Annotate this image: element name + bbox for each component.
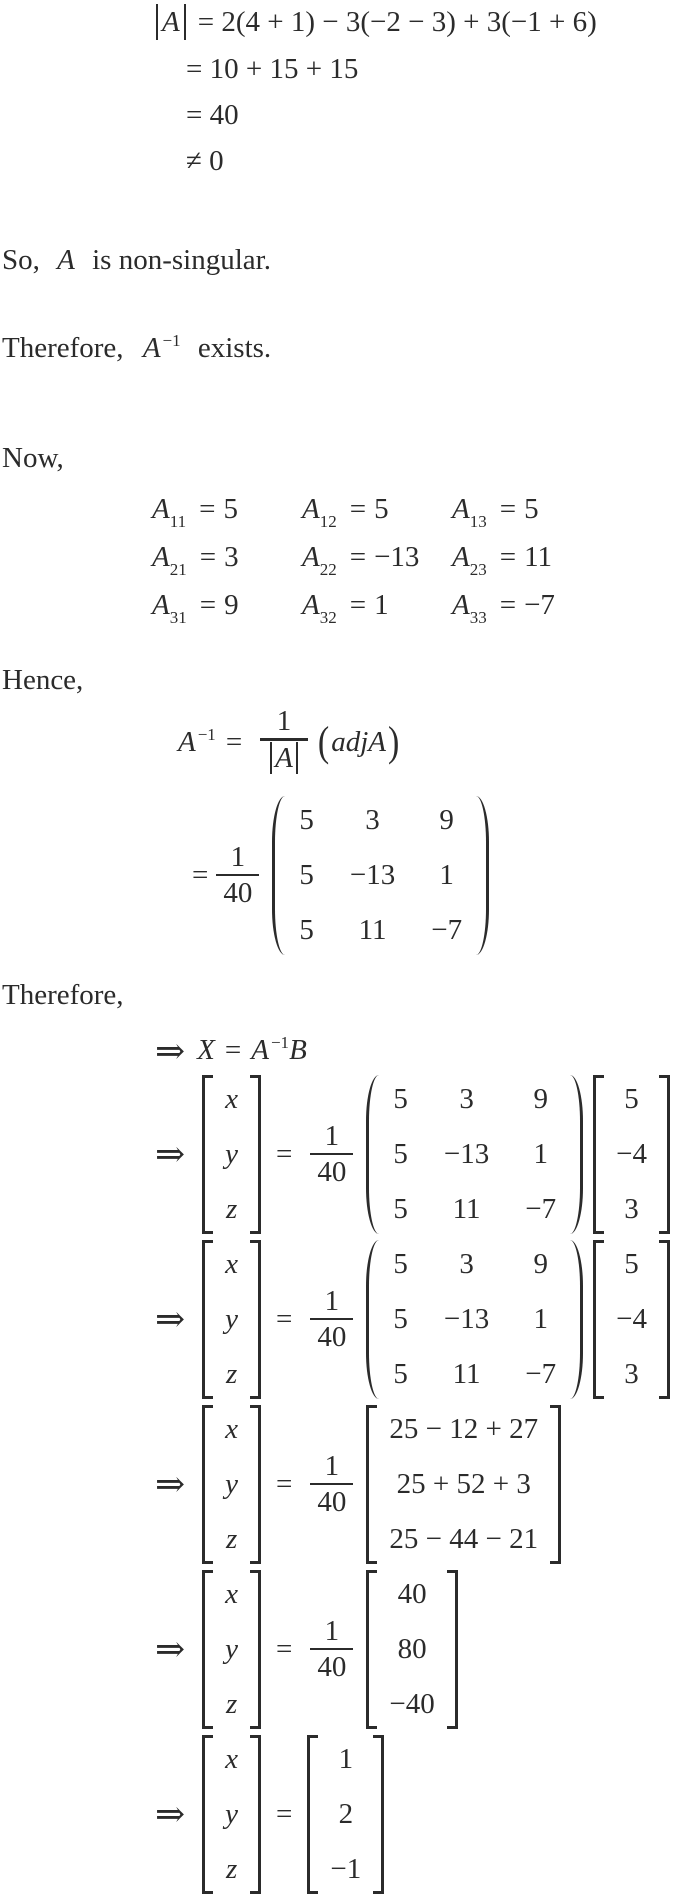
cofactor-value: 9: [224, 589, 239, 621]
inverse-exponent: −1: [270, 1033, 290, 1052]
matrix-cell: 11: [452, 1192, 481, 1225]
adjA-label: adjA: [331, 726, 386, 759]
right-bracket: [550, 1405, 561, 1564]
vector-cells: [213, 1405, 250, 1564]
equals-sign: =: [276, 1797, 293, 1830]
fraction-1-40: [310, 1449, 353, 1520]
equals-sign: =: [499, 589, 517, 621]
vector-cells: [604, 1240, 659, 1399]
vector-cells: [213, 1240, 250, 1399]
det-line-2: = 10 + 15 + 15: [186, 53, 359, 85]
vector-B: [593, 1075, 670, 1234]
vector-cell: 1: [338, 1742, 354, 1775]
fraction-denominator: [260, 741, 308, 782]
cofactor-subscript: 33: [469, 608, 487, 627]
vector-cell: 25 − 12 + 27: [389, 1412, 539, 1445]
implies-arrow-icon: ⇒: [155, 1794, 186, 1834]
matrix-cells: [379, 1240, 570, 1399]
equals-sign: =: [349, 589, 367, 621]
right-bracket: [250, 1075, 261, 1234]
left-paren: [366, 1240, 379, 1399]
equals-sign: =: [499, 541, 517, 573]
equals-sign: =: [349, 541, 367, 573]
vector-cell: z: [225, 1192, 238, 1225]
matrix-cell: 9: [439, 803, 454, 836]
vector-cell: y: [225, 1137, 239, 1170]
matrix-cell: −13: [443, 1137, 490, 1170]
adjugate-matrix: [272, 796, 489, 955]
right-bracket: [447, 1570, 458, 1729]
var-A: A: [162, 5, 180, 38]
var-A: A: [152, 589, 170, 621]
left-bracket: [202, 1405, 213, 1564]
exists-suffix: exists.: [197, 332, 272, 364]
var-A: A: [452, 493, 470, 525]
vector-cell: 40: [397, 1577, 427, 1610]
so-prefix: So,: [2, 244, 40, 276]
matrix-cell: 5: [393, 1302, 408, 1335]
vector-cells: [377, 1570, 446, 1729]
var-A: A: [152, 493, 170, 525]
matrix-cell: 3: [459, 1247, 474, 1280]
vector-cell: 80: [397, 1632, 427, 1665]
var-A: A: [452, 541, 470, 573]
vector-cell: 5: [624, 1247, 639, 1280]
vector-cell: 25 − 44 − 21: [389, 1522, 539, 1555]
cofactor-value: −13: [374, 541, 420, 573]
prose-now: Now,: [2, 442, 64, 474]
vector-cell: −1: [330, 1852, 362, 1885]
fraction-numerator: 1: [324, 1284, 340, 1317]
equals-sign: =: [199, 589, 217, 621]
cofactor-value: 11: [524, 541, 553, 573]
matrix-cell: 1: [439, 858, 454, 891]
inverse-exponent: −1: [162, 331, 181, 350]
var-A: A: [452, 589, 470, 621]
fraction-1-over-detA: [260, 704, 308, 782]
inverse-exponent: −1: [197, 725, 216, 745]
vector-cell: y: [225, 1467, 239, 1500]
fraction-1-40: [310, 1284, 353, 1355]
left-bracket: [202, 1075, 213, 1234]
cofactor-subscript: 12: [319, 512, 337, 531]
cofactor-A13: [452, 493, 687, 531]
vector-cell: y: [225, 1632, 239, 1665]
prose-therefore-2: Therefore,: [2, 978, 124, 1011]
vector-xyz: [202, 1735, 261, 1894]
vector-cells: [213, 1735, 250, 1894]
fraction-numerator: 1: [324, 1614, 340, 1647]
cofactor-value: −7: [524, 589, 555, 621]
left-bracket: [202, 1570, 213, 1729]
matrix-cell: 5: [299, 858, 314, 891]
so-suffix: is non-singular.: [92, 244, 271, 276]
equals-sign: =: [199, 541, 217, 573]
equals-sign: =: [199, 493, 216, 525]
right-bracket: [250, 1570, 261, 1729]
cofactor-value: 1: [374, 589, 389, 621]
var-A: A: [152, 541, 170, 573]
right-bracket: [659, 1075, 670, 1234]
vector-cell: −4: [616, 1302, 647, 1335]
matrix-cell: 5: [299, 913, 314, 946]
matrix-cell: −7: [525, 1192, 557, 1225]
solution-step-2: [155, 1240, 687, 1399]
cofactor-subscript: 32: [319, 608, 337, 627]
cofactor-subscript: 23: [469, 560, 487, 579]
matrix-cell: 1: [533, 1137, 548, 1170]
inverse-formula: [178, 704, 687, 782]
vector-cell: x: [225, 1577, 239, 1610]
abs-bar-left: [156, 4, 158, 40]
matrix-cell: 11: [452, 1357, 481, 1390]
vector-scaled: [366, 1570, 457, 1729]
math-solution-page: [0, 4, 687, 1885]
cofactor-subscript: 22: [319, 560, 337, 579]
matrix-cell: 5: [393, 1357, 408, 1390]
matrix-cell: 1: [533, 1302, 548, 1335]
matrix-cell: −7: [431, 913, 463, 946]
cofactor-A11: [152, 493, 302, 531]
right-bracket: [250, 1405, 261, 1564]
fraction-numerator: 1: [324, 1449, 340, 1482]
determinant-block: [152, 4, 687, 178]
cofactor-subscript: 31: [169, 608, 187, 627]
det-line-1: [152, 4, 687, 40]
matrix-cell: 9: [533, 1082, 548, 1115]
var-A: A: [302, 493, 320, 525]
vector-cell: 2: [338, 1797, 354, 1830]
matrix-cell: 5: [393, 1192, 408, 1225]
implies-arrow-icon: ⇒: [155, 1299, 186, 1339]
cofactor-A22: [302, 541, 452, 579]
left-bracket: [593, 1240, 604, 1399]
equals-sign: =: [276, 1302, 293, 1335]
vector-cell: z: [225, 1852, 238, 1885]
cofactor-subscript: 21: [169, 560, 187, 579]
left-paren: [272, 796, 285, 955]
vector-cell: −40: [389, 1687, 435, 1720]
left-bracket: [366, 1405, 377, 1564]
right-bracket: [250, 1735, 261, 1894]
therefore-prefix: Therefore,: [2, 332, 124, 364]
solution-step-3: [155, 1405, 687, 1564]
matrix-cells: [285, 796, 476, 955]
vector-xyz: [202, 1405, 261, 1564]
cofactor-A33: [452, 589, 687, 627]
fraction-numerator: 1: [276, 705, 292, 737]
fraction-denominator: 40: [223, 877, 253, 910]
prose-therefore: [2, 330, 687, 370]
matrix-cell: −7: [525, 1357, 557, 1390]
matrix-cell: 3: [459, 1082, 474, 1115]
var-A: A: [251, 1034, 269, 1066]
var-A: A: [57, 244, 75, 276]
right-bracket: [250, 1240, 261, 1399]
vector-cells: [604, 1075, 659, 1234]
right-paren: ): [388, 719, 400, 766]
cofactor-value: 5: [223, 493, 238, 525]
vector-cells: [377, 1405, 550, 1564]
cofactor-value: 5: [524, 493, 539, 525]
cofactor-value: 3: [224, 541, 239, 573]
vector-cell: y: [225, 1302, 239, 1335]
left-paren: [366, 1075, 379, 1234]
solution-step-4: [155, 1570, 687, 1729]
cofactor-A32: [302, 589, 452, 627]
var-A: A: [275, 741, 293, 774]
vector-cell: 5: [624, 1082, 639, 1115]
left-bracket: [202, 1240, 213, 1399]
var-A-inverse: [143, 332, 181, 364]
vector-cells: [213, 1075, 250, 1234]
cofactor-subscript: 11: [169, 512, 187, 531]
cofactor-value: 5: [374, 493, 389, 525]
vector-cell: x: [225, 1412, 239, 1445]
right-paren: [570, 1075, 583, 1234]
cofactor-A23: [452, 541, 687, 579]
implies-arrow-icon: ⇒: [155, 1134, 186, 1174]
vector-cell: y: [225, 1797, 239, 1830]
vector-cell: z: [225, 1357, 238, 1390]
implies-arrow-icon: ⇒: [155, 1464, 186, 1504]
cofactor-grid: [152, 493, 687, 627]
vector-cell: z: [225, 1687, 238, 1720]
abs-bar-left: [270, 742, 272, 774]
vector-cell: 25 + 52 + 3: [396, 1467, 531, 1500]
fraction-numerator: 1: [324, 1119, 340, 1152]
var-A-inverse: [178, 726, 216, 759]
adjugate-matrix-equation: [192, 796, 687, 955]
right-paren: [570, 1240, 583, 1399]
equals-sign: =: [499, 493, 517, 525]
equals-sign: =: [224, 1034, 242, 1066]
adjugate-matrix: [366, 1075, 583, 1234]
var-X: X: [197, 1034, 215, 1066]
implies-arrow-icon: ⇒: [155, 1629, 186, 1669]
matrix-cell: 5: [393, 1137, 408, 1170]
absolute-value-A: [267, 741, 301, 775]
vector-cells: [213, 1570, 250, 1729]
var-A: A: [142, 332, 161, 364]
fraction-denominator: 40: [317, 1156, 347, 1189]
fraction-1-40: [310, 1119, 353, 1190]
abs-bar-right: [184, 4, 186, 40]
vector-cell: x: [225, 1082, 239, 1115]
vector-cells: [318, 1735, 373, 1894]
matrix-cell: 9: [533, 1247, 548, 1280]
solution-step-5: [155, 1735, 687, 1894]
vector-xyz: [202, 1240, 261, 1399]
left-bracket: [202, 1735, 213, 1894]
matrix-cell: 3: [365, 803, 380, 836]
fraction-1-40: [310, 1614, 353, 1685]
det-line-4: ≠ 0: [186, 145, 224, 177]
var-A-inverse: [251, 1034, 289, 1067]
var-B: B: [289, 1034, 307, 1066]
vector-cell: −4: [616, 1137, 647, 1170]
left-paren: (: [317, 719, 330, 766]
right-bracket: [373, 1735, 384, 1894]
implies-arrow-icon: ⇒: [155, 1030, 186, 1071]
equals-sign: =: [276, 1467, 293, 1500]
abs-bar-right: [296, 742, 298, 774]
cofactor-A31: [152, 589, 302, 627]
matrix-cell: 5: [393, 1247, 408, 1280]
prose-so: [2, 242, 687, 278]
matrix-cell: 11: [358, 913, 387, 946]
equals-sign: =: [276, 1137, 293, 1170]
matrix-cell: 5: [299, 803, 314, 836]
var-A: A: [302, 589, 320, 621]
equals-sign: =: [225, 726, 243, 759]
matrix-cell: −13: [349, 858, 396, 891]
vector-row-sums: [366, 1405, 561, 1564]
det-line-3: = 40: [186, 99, 239, 131]
fraction-denominator: 40: [317, 1321, 347, 1354]
cofactor-subscript: 13: [469, 512, 487, 531]
vector-xyz: [202, 1075, 261, 1234]
vector-cell: 3: [624, 1357, 639, 1390]
left-bracket: [366, 1570, 377, 1729]
det-expansion: = 2(4 + 1) − 3(−2 − 3) + 3(−1 + 6): [197, 5, 597, 38]
var-A: A: [178, 726, 196, 759]
cofactor-A21: [152, 541, 302, 579]
fraction-1-40: [216, 840, 259, 911]
vector-cell: x: [225, 1742, 239, 1775]
fraction-denominator: 40: [317, 1651, 347, 1684]
cofactor-A12: [302, 493, 452, 531]
vector-cell: z: [225, 1522, 238, 1555]
equals-sign: =: [349, 493, 367, 525]
left-bracket: [593, 1075, 604, 1234]
prose-hence: Hence,: [2, 664, 84, 696]
left-bracket: [307, 1735, 318, 1894]
adjugate-matrix: [366, 1240, 583, 1399]
equals-sign: =: [192, 858, 209, 891]
right-paren: [476, 796, 489, 955]
solution-step-1: [155, 1075, 687, 1234]
vector-solution: [307, 1735, 384, 1894]
right-bracket: [659, 1240, 670, 1399]
fraction-denominator: 40: [317, 1486, 347, 1519]
x-equals-ainvb-equation: [155, 1030, 687, 1071]
fraction-numerator: 1: [230, 840, 246, 873]
matrix-cell: −13: [443, 1302, 490, 1335]
equals-sign: =: [276, 1632, 293, 1665]
matrix-cell: 5: [393, 1082, 408, 1115]
vector-B: [593, 1240, 670, 1399]
matrix-cells: [379, 1075, 570, 1234]
vector-cell: x: [225, 1247, 239, 1280]
absolute-value-A: [152, 4, 190, 40]
vector-cell: 3: [624, 1192, 639, 1225]
vector-xyz: [202, 1570, 261, 1729]
var-A: A: [302, 541, 320, 573]
